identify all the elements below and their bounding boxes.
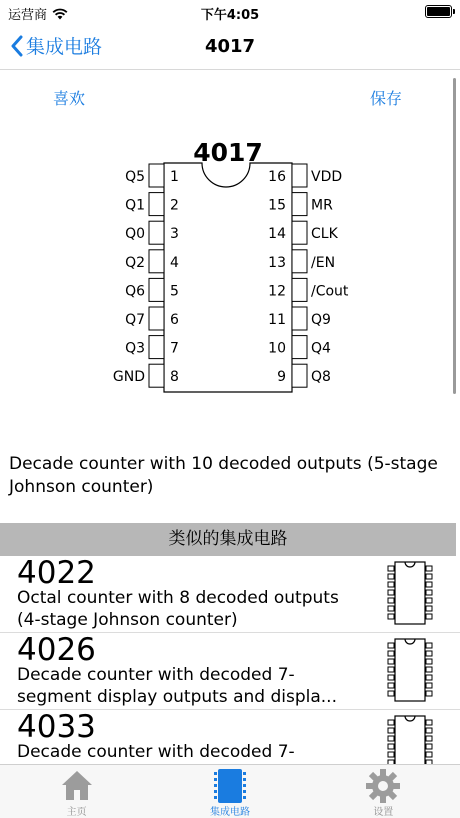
- pin-label: /EN: [311, 254, 336, 271]
- pin-label: /Cout: [311, 283, 349, 300]
- item-name: 4033: [17, 709, 96, 745]
- pin-label: Q7: [125, 312, 145, 328]
- chip-thumbnail-icon: [386, 560, 434, 626]
- gear-icon: [365, 768, 401, 804]
- status-time: 下午4:05: [200, 8, 260, 23]
- page-title: 4017: [204, 36, 256, 57]
- ic-pinout-svg: [100, 134, 360, 404]
- tab-label: 集成电路: [209, 807, 250, 818]
- pin-label: Q9: [311, 312, 331, 328]
- save-button[interactable]: 保存: [370, 89, 403, 108]
- chip-thumbnail-icon: [386, 714, 434, 764]
- ic-pinout-diagram: [100, 134, 360, 404]
- pin-number: 7: [170, 340, 179, 357]
- list-item[interactable]: [0, 710, 460, 764]
- pin-label: Q3: [125, 340, 145, 357]
- pin-number: 13: [268, 254, 286, 271]
- item-description: Octal counter with 8 decoded outputs (4-stage Johnson counter): [17, 588, 339, 630]
- carrier-label: 运营商: [8, 8, 48, 23]
- status-bar: [0, 0, 460, 24]
- pin-number: 9: [277, 369, 286, 386]
- pin-label: Q6: [125, 283, 145, 300]
- tab-label: 设置: [373, 807, 394, 818]
- pin-number: 10: [268, 340, 286, 357]
- similar-section-header: 类似的集成电路: [0, 523, 456, 556]
- chip-thumbnail-icon: [386, 637, 434, 703]
- navigation-bar: [0, 24, 460, 70]
- battery-fill: [427, 7, 450, 16]
- list-item[interactable]: [0, 556, 460, 633]
- pin-number: 11: [268, 312, 286, 328]
- item-description: Decade counter with decoded 7-segment display outputs and displa...: [17, 665, 337, 707]
- pin-label: Q4: [311, 340, 331, 357]
- chip-name: 4017: [193, 138, 263, 167]
- pin-number: 4: [170, 254, 179, 271]
- chip-icon: [212, 768, 248, 804]
- pin-number: 16: [268, 169, 286, 185]
- back-label: 集成电路: [26, 36, 103, 58]
- pin-number: 1: [170, 169, 179, 185]
- pin-number: 8: [170, 369, 179, 386]
- pin-label: Q0: [125, 226, 145, 243]
- pin-label: Q5: [125, 169, 145, 185]
- pin-number: 6: [170, 312, 179, 328]
- pin-label: GND: [112, 369, 145, 386]
- like-button[interactable]: 喜欢: [53, 89, 86, 108]
- pin-label: Q8: [311, 369, 331, 386]
- house-icon: [59, 768, 95, 802]
- list-item[interactable]: [0, 633, 460, 710]
- item-name: 4026: [17, 632, 96, 668]
- chip-description: Decade counter with 10 decoded outputs (5-stage Johnson counter): [9, 454, 438, 497]
- tab-label: 主页: [66, 807, 87, 818]
- pin-label: VDD: [311, 169, 343, 185]
- similar-list: [0, 556, 460, 764]
- item-name: 4022: [17, 556, 96, 591]
- pin-number: 3: [170, 226, 179, 243]
- item-description: Decade counter with decoded 7-: [17, 742, 295, 762]
- pin-number: 12: [268, 283, 286, 300]
- pin-label: Q2: [125, 254, 145, 271]
- tab-chips[interactable]: [153, 765, 306, 818]
- tab-settings[interactable]: [307, 765, 460, 818]
- pin-number: 15: [268, 197, 286, 214]
- tab-home[interactable]: [0, 765, 153, 818]
- battery-icon: [425, 5, 452, 18]
- scroll-indicator[interactable]: [453, 78, 456, 394]
- pin-label: CLK: [311, 226, 338, 243]
- pin-number: 2: [170, 197, 179, 214]
- pin-number: 14: [268, 226, 286, 243]
- pin-number: 5: [170, 283, 179, 300]
- tab-bar: [0, 764, 460, 818]
- pin-label: Q1: [125, 197, 145, 214]
- action-row: [0, 86, 460, 110]
- pin-label: MR: [311, 197, 333, 214]
